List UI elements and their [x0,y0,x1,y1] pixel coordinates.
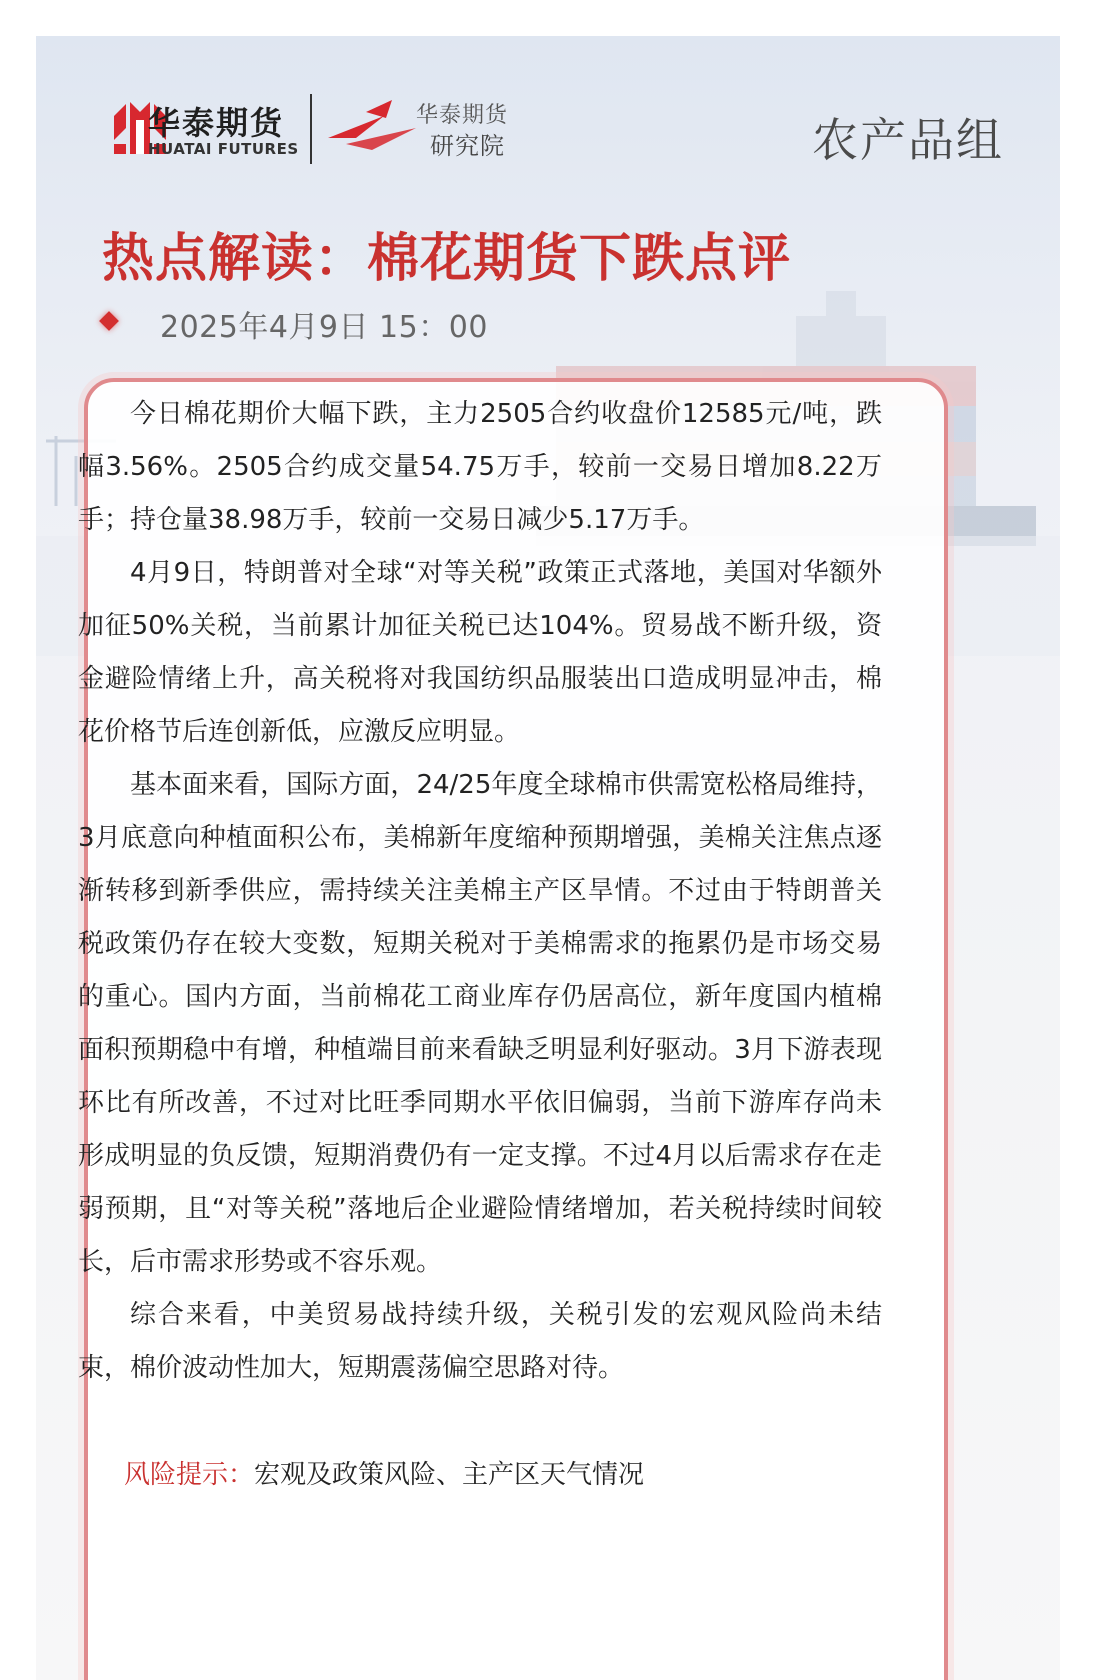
institute-name-line2: 研究院 [430,132,505,160]
institute-swoosh-icon [326,98,418,156]
institute-name-line1: 华泰期货 [416,103,509,128]
paragraph-4: 综合来看，中美贸易战持续升级，关税引发的宏观风险尚未结束，棉价波动性加大，短期震荡偏空思路对待。 [78,1300,882,1383]
article-title: 热点解读：棉花期货下跌点评 [102,229,792,289]
article-body [78,388,882,1395]
group-name: 农产品组 [812,113,1004,167]
risk-text: 宏观及政策风险、主产区天气情况 [254,1460,645,1490]
paragraph-1: 今日棉花期价大幅下跌，主力2505合约收盘价12585元/吨，跌幅3.56%。2505合约成交量54.75万手，较前一交易日增加8.22万手；持仓量38.98万手，较前一交易日减少5.17万手。 [78,399,882,535]
risk-notice [124,1454,644,1491]
brand-name-en: HUATAI FUTURES [148,140,299,158]
header-divider [310,94,312,164]
paragraph-2: 4月9日，特朗普对全球“对等关税”政策正式落地，美国对华额外加征50%关税，当前累计加征关税已达104%。贸易战不断升级，资金避险情绪上升，高关税将对我国纺织品服装出口造成明显冲击，棉花价格节后连创新低，应激反应明显。 [78,558,882,747]
publish-datetime: 2025年4月9日 15：00 [160,310,488,345]
brand-name-cn: 华泰期货 [148,104,285,142]
risk-label: 风险提示： [124,1460,255,1490]
paragraph-3: 基本面来看，国际方面，24/25年度全球棉市供需宽松格局维持，3月底意向种植面积公布，美棉新年度缩种预期增强，美棉关注焦点逐渐转移到新季供应，需持续关注美棉主产区旱情。不过由于特朗普关税政策仍存在较大变数，短期关税对于美棉需求的拖累仍是市场交易的重心。国内方面，当前棉花工商业库存仍居高位，新年度国内植棉面积预期稳中有增，种植端目前来看缺乏明显利好驱动。3月下游表现环比有所改善，不过对比旺季同期水平依旧偏弱，当前下游库存尚未形成明显的负反馈，短期消费仍有一定支撑。不过4月以后需求存在走弱预期，且“对等关税”落地后企业避险情绪增加，若关税持续时间较长，后市需求形势或不容乐观。 [78,770,882,1277]
